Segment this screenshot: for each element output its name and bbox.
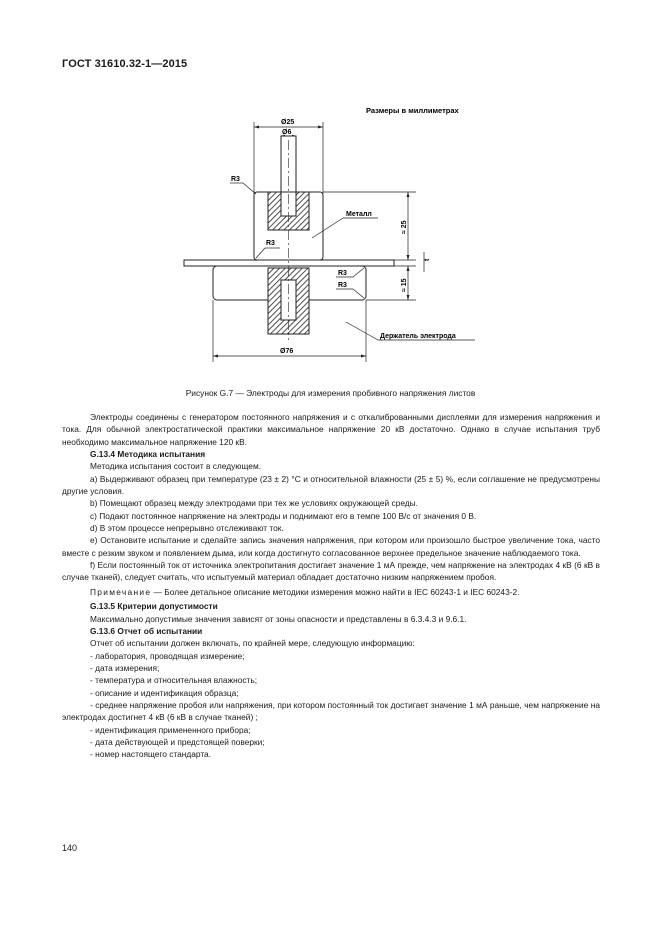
note — [62, 586, 600, 598]
list-item: - среднее напряжение пробоя или напряжения, при котором постоянный ток достигает значение 1 мА раньше, чем напряжение на электродах достигнет 4 кВ (6 кВ в случае тканей) ; — [62, 699, 600, 723]
arrow — [213, 355, 218, 358]
document-header: ГОСТ 31610.32-1—2015 — [62, 58, 188, 70]
section-heading-g1336 — [62, 625, 600, 637]
list-item: - описание и идентификация образца; — [90, 687, 239, 698]
list-item: - лаборатория, проводящая измерение; — [90, 650, 245, 661]
list-item: b) Помещают образец между электродами при тех же условиях окружающей среды. — [90, 498, 418, 509]
label-r3-low2: R3 — [338, 282, 347, 289]
list-item: e) Остановите испытание и сделайте запись значения напряжения, при котором или произошло быстрое увеличение тока, часто вместе с резким звуком и появлением дыма, или когда достигнуто согласованное верхнее предельное значение наблюдаемого тока. — [62, 535, 600, 558]
arrow — [407, 255, 410, 260]
paragraph: Электроды соединены с генератором постоянного напряжения и с откалиброванными дисплеями для измерения напряжения и тока. Для обычной электростатической практики максимальное напряжение 20 кВ достаточно. Однако в случае испытания труб необходимо максимальное напряжение 120 кВ. — [62, 412, 600, 447]
paragraph: Отчет об испытании должен включать, по крайней мере, следующую информацию: — [90, 638, 415, 649]
label-r3-low1: R3 — [338, 270, 347, 277]
arrow — [407, 295, 410, 300]
list-item: a) Выдерживают образец при температуре (23 ± 2) °С и относительной влажности (25 ± 5) %, если соглашение не предусмотрены другие условия. — [62, 473, 600, 497]
note-text: — Более детальное описание методики измерения можно найти в IEC 60243-1 и IEC 60243-2. — [151, 586, 520, 597]
list-item: - температура и относительная влажность; — [90, 675, 258, 686]
electrode-figure — [170, 100, 500, 370]
label-d25: Ø25 — [281, 119, 295, 126]
arrow — [407, 192, 410, 197]
label-dim15: ≈ 15 — [401, 278, 408, 292]
arrow — [254, 126, 259, 129]
section-number: G.13.6 — [90, 625, 116, 636]
label-dim25: ≈ 25 — [401, 220, 408, 234]
label-thickness: t — [424, 258, 431, 261]
section-title: Критерии допустимости — [117, 601, 218, 612]
list-item: f) Если постоянный ток от источника электропитания достигает значение 1 мА прежде, чем напряжение на электродах 4 кВ (6 кВ в случае тканей), следует считать, что испытуемый материал обладает достаточно низким напряжением пробоя. — [62, 560, 600, 583]
sample-sheet — [184, 260, 394, 266]
section-title: Методика испытания — [117, 449, 206, 460]
label-d76: Ø76 — [280, 348, 294, 355]
arrow — [407, 266, 410, 271]
section-title: Отчет об испытании — [117, 625, 203, 636]
label-holder: Держатель электрода — [380, 333, 456, 340]
section-number: G.13.4 — [90, 449, 116, 460]
list-item: - идентификация примененного прибора; — [90, 724, 251, 735]
paragraph: Максимально допустимые значения зависят от зоны опасности и представлены в 6.3.4.3 и 9.6.1. — [90, 613, 467, 624]
label-r3-top: R3 — [231, 176, 240, 183]
list-item: d) В этом процессе непрерывно отслеживают ток. — [90, 523, 284, 534]
leader — [346, 322, 378, 340]
page-number: 140 — [62, 843, 78, 853]
label-r3-mid: R3 — [266, 240, 275, 247]
arrow — [318, 126, 323, 129]
paragraph: Методика испытания состоит в следующем. — [90, 461, 261, 472]
body-text — [62, 411, 600, 761]
units-note: Размеры в миллиметрах — [366, 106, 459, 115]
label-metal: Металл — [346, 211, 372, 218]
note-label: Примечание — [90, 586, 152, 597]
section-number: G.13.5 — [90, 601, 116, 612]
list-item: - дата измерения; — [90, 662, 160, 673]
arrow — [361, 355, 366, 358]
section-heading-g1334 — [62, 448, 600, 460]
list-item: - номер настоящего стандарта. — [90, 749, 212, 760]
list-item: - дата действующей и предстоящей поверки; — [90, 736, 265, 747]
list-item: c) Подают постоянное напряжение на электроды и поднимают его в темпе 100 В/с от значения 0 В. — [90, 510, 477, 521]
electrode-drawing — [170, 100, 500, 370]
label-d6: Ø6 — [282, 129, 292, 136]
section-heading-g1335 — [62, 600, 600, 612]
figure-caption: Рисунок G.7 — Электроды для измерения пробивного напряжения листов — [185, 388, 476, 398]
